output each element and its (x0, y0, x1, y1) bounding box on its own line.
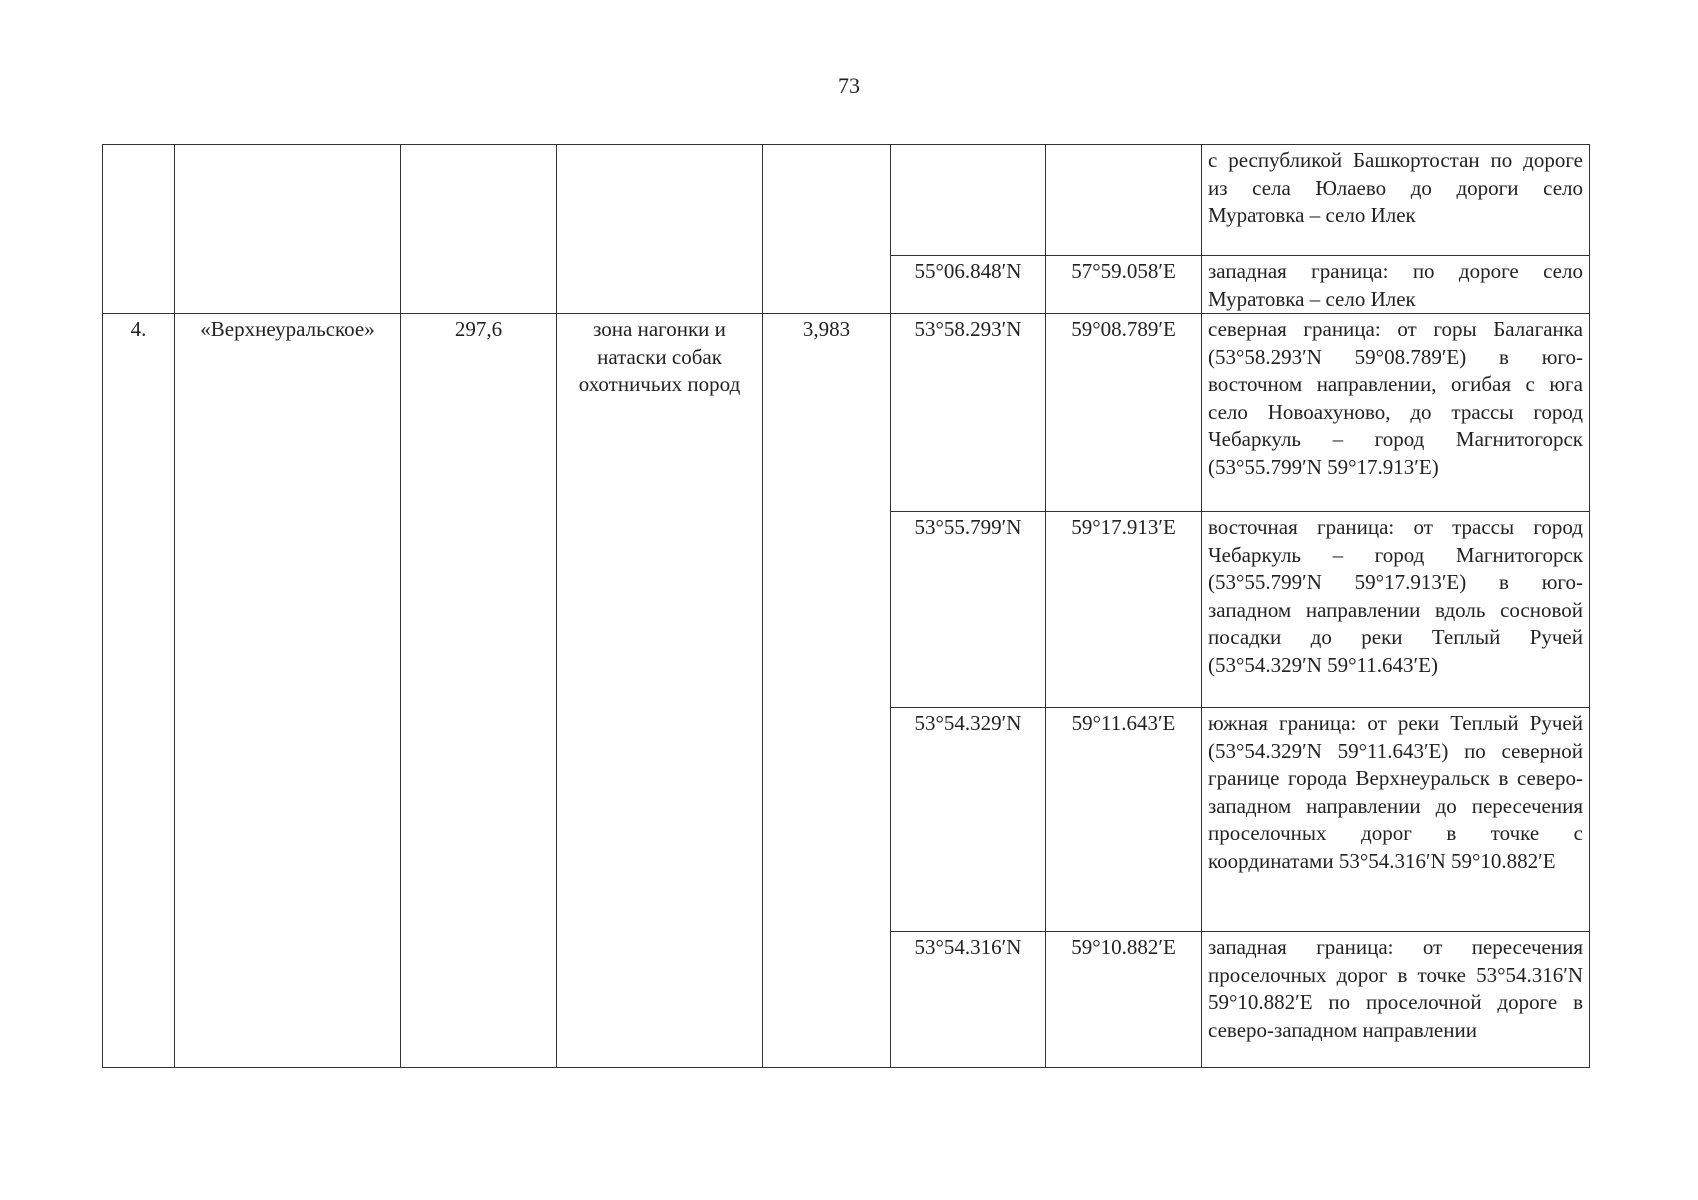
longitude-cell: 59°17.913′E (1046, 512, 1202, 708)
longitude-cell: 57°59.058′E (1046, 256, 1202, 314)
table-row (103, 145, 1590, 256)
page-number: 73 (838, 73, 860, 98)
latitude-cell: 53°54.316′N (891, 932, 1046, 1068)
latitude-cell: 53°55.799′N (891, 512, 1046, 708)
longitude-cell (1046, 145, 1202, 256)
table-row (103, 314, 1590, 512)
entry-value: 3,983 (763, 314, 891, 1068)
latitude-cell: 53°54.329′N (891, 708, 1046, 932)
latitude-cell: 53°58.293′N (891, 314, 1046, 512)
boundary-description: западная граница: по дороге село Муратовка – село Илек (1202, 256, 1590, 314)
boundary-description: восточная граница: от трассы город Чебаркуль – город Магнитогорск (53°55.799′N 59°17.913′E) в юго-западном направлении вдоль сосновой посадки до реки Теплый Ручей (53°54.329′N 59°11.643′E) (1202, 512, 1590, 708)
latitude-cell (891, 145, 1046, 256)
boundaries-table (102, 144, 1590, 1068)
boundary-description: западная граница: от пересечения проселочных дорог в точке 53°54.316′N 59°10.882′E по проселочной дороге в северо-западном направлении (1202, 932, 1590, 1068)
number-cell (103, 145, 175, 314)
latitude-cell: 55°06.848′N (891, 256, 1046, 314)
longitude-cell: 59°08.789′E (1046, 314, 1202, 512)
boundary-description: с республикой Башкортостан по дороге из села Юлаево до дороги село Муратовка – село Илек (1202, 145, 1590, 256)
area-cell (401, 145, 557, 314)
name-cell (175, 145, 401, 314)
value-cell (763, 145, 891, 314)
longitude-cell: 59°10.882′E (1046, 932, 1202, 1068)
entry-area: 297,6 (401, 314, 557, 1068)
boundary-description: северная граница: от горы Балаганка (53°58.293′N 59°08.789′E) в юго-восточном направлении, огибая с юга село Новоахуново, до трассы город Чебаркуль – город Магнитогорск (53°55.799′N 59°17.913′E) (1202, 314, 1590, 512)
entry-name: «Верхнеуральское» (175, 314, 401, 1068)
longitude-cell: 59°11.643′E (1046, 708, 1202, 932)
boundary-description: южная граница: от реки Теплый Ручей (53°54.329′N 59°11.643′E) по северной границе города Верхнеуральск в северо-западном направлении до пересечения проселочных дорог в точке с координатами 53°54.316′N 59°10.882′E (1202, 708, 1590, 932)
purpose-cell (557, 145, 763, 314)
entry-purpose: зона нагонки и натаски собак охотничьих пород (557, 314, 763, 1068)
entry-number: 4. (103, 314, 175, 1068)
